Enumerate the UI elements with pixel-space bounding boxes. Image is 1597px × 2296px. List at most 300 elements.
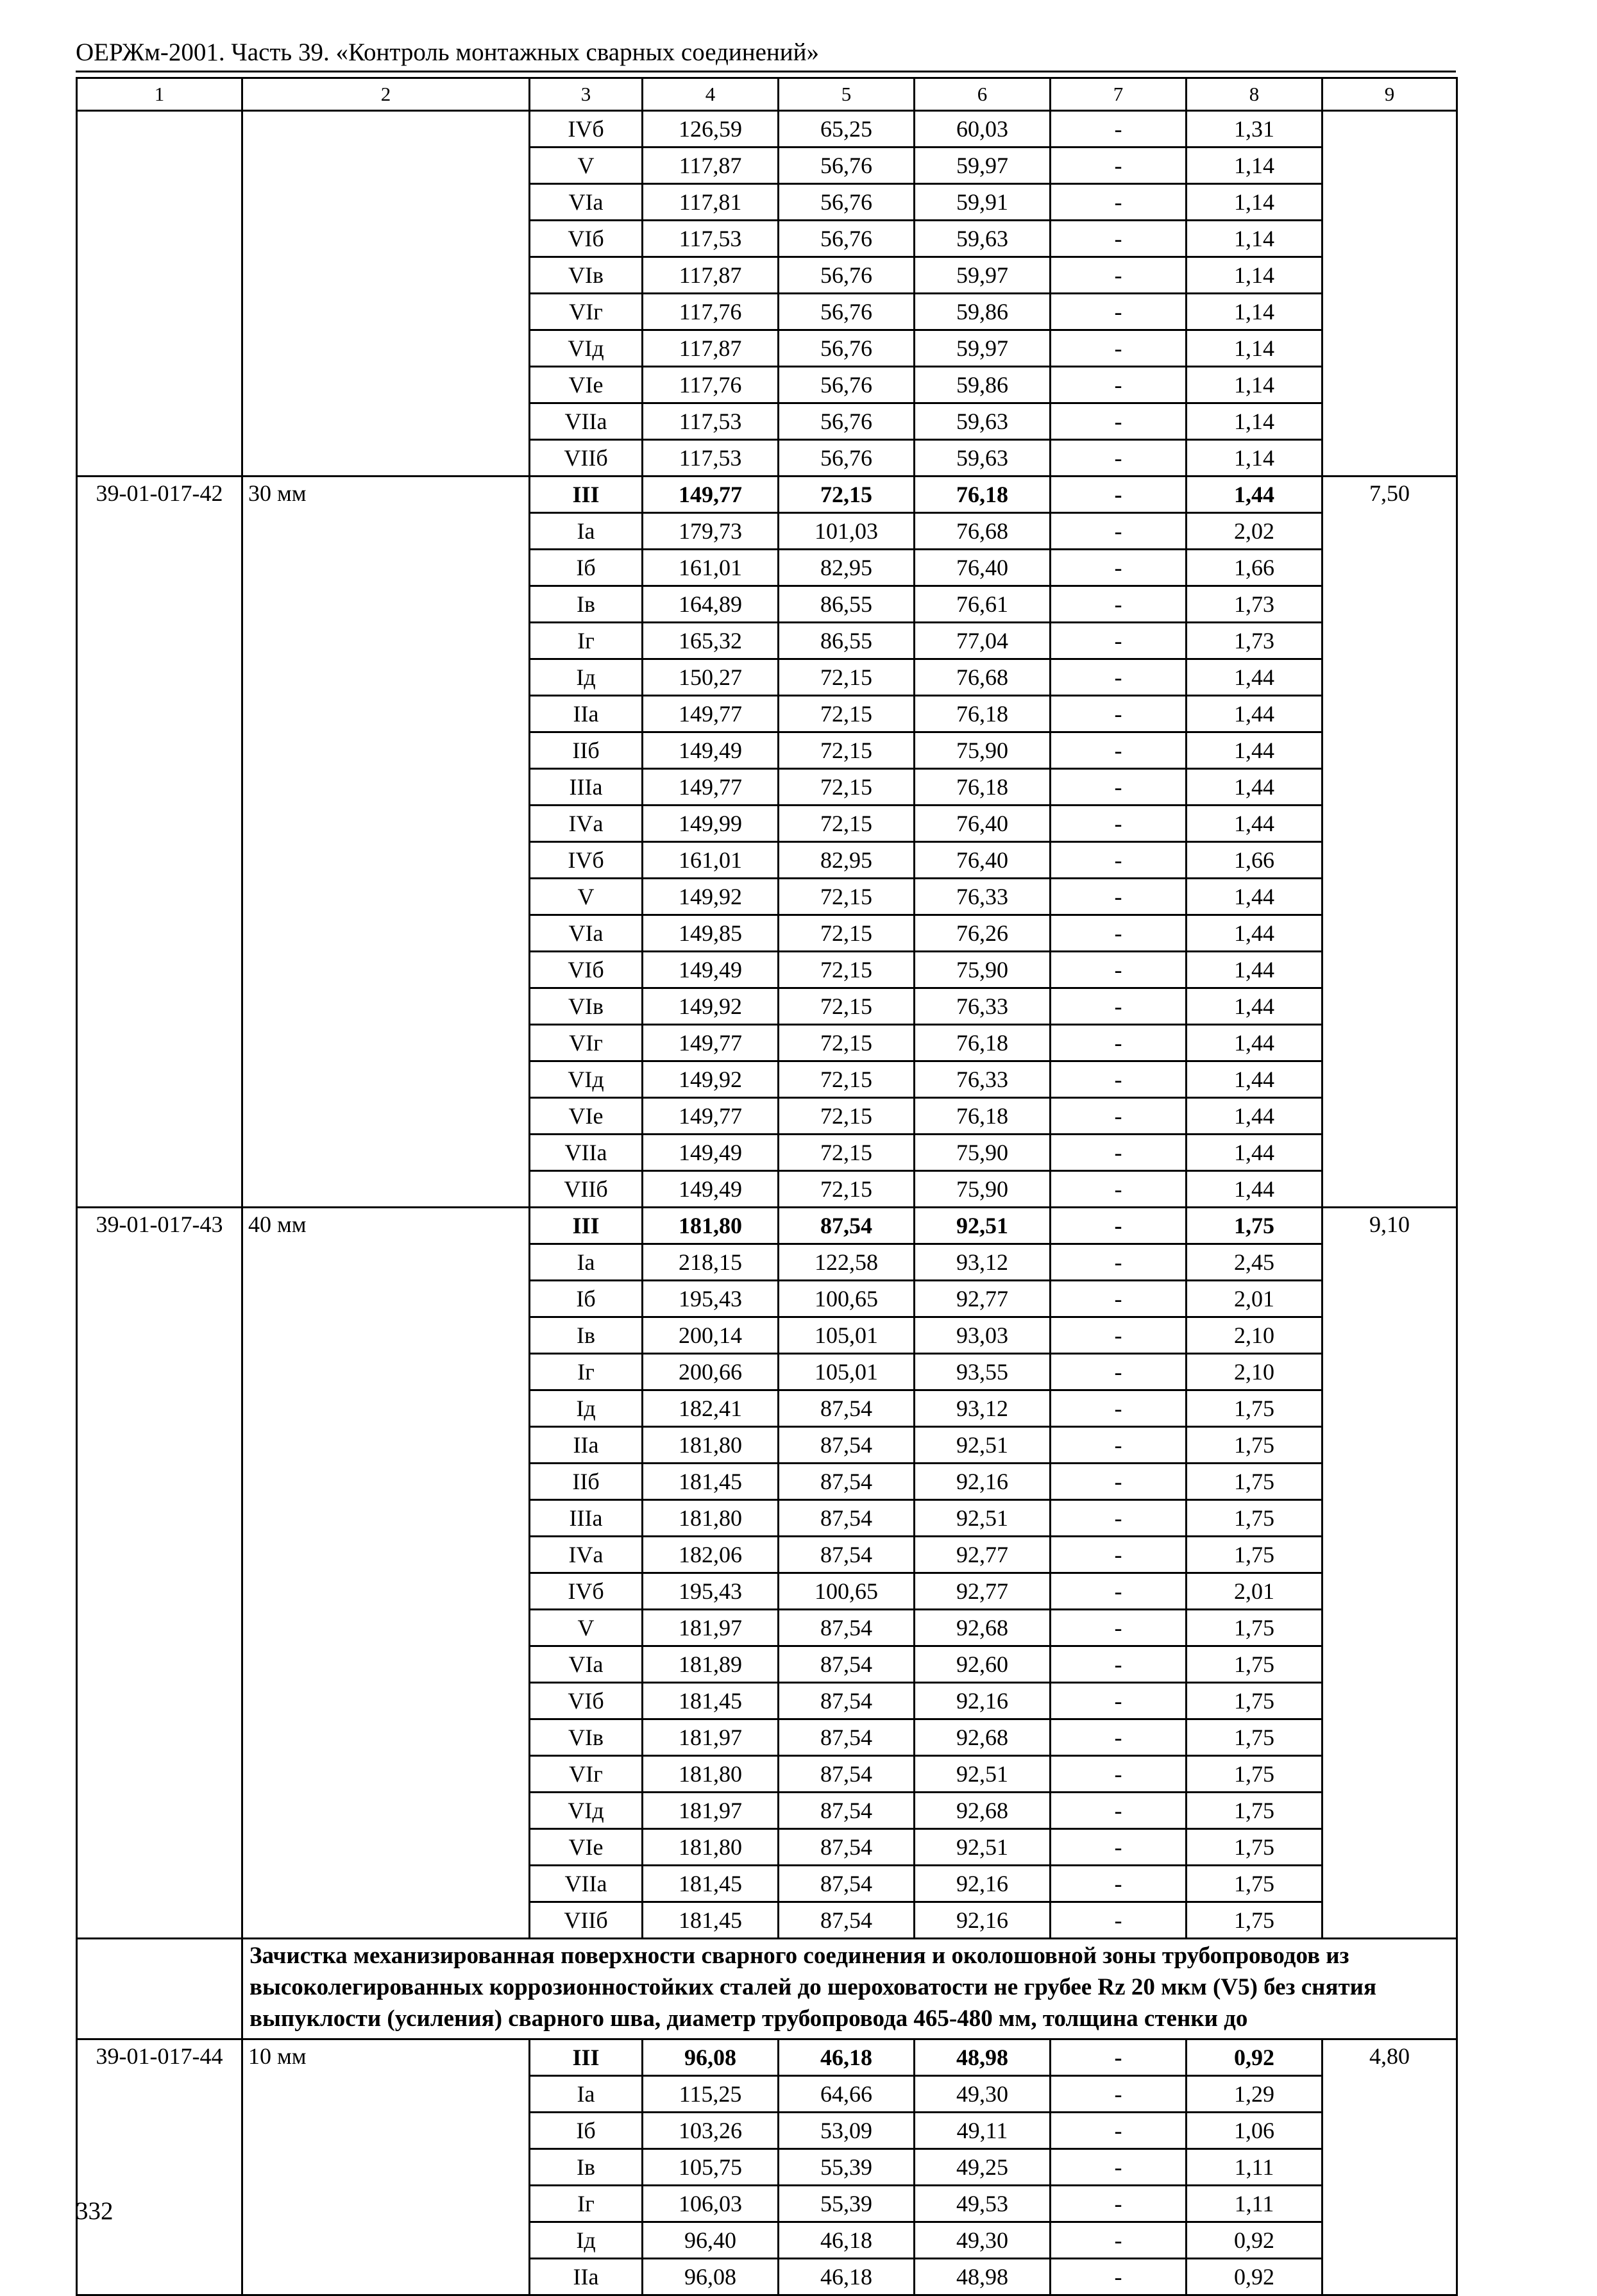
- materials-cost-cell: 1,29: [1187, 2076, 1322, 2113]
- labor-norm-cell: 4,80: [1322, 2039, 1457, 2295]
- labor-cost-cell: 105,01: [779, 1354, 915, 1390]
- labor-cost-cell: 46,18: [779, 2259, 915, 2295]
- price-zone-cell: VIб: [530, 1683, 643, 1719]
- machine-cost-cell: 92,77: [915, 1573, 1051, 1610]
- machine-cost-cell: 76,68: [915, 659, 1051, 696]
- total-cost-cell: 149,77: [643, 696, 779, 732]
- total-cost-cell: 195,43: [643, 1573, 779, 1610]
- labor-cost-cell: 72,15: [779, 952, 915, 988]
- materials-cost-cell: 1,75: [1187, 1390, 1322, 1427]
- machine-cost-cell: 92,16: [915, 1866, 1051, 1902]
- machine-cost-cell: 76,40: [915, 842, 1051, 879]
- materials-cost-cell: 1,75: [1187, 1537, 1322, 1573]
- machinist-wage-cell: -: [1051, 1317, 1187, 1354]
- total-cost-cell: 181,80: [643, 1427, 779, 1464]
- machine-cost-cell: 92,51: [915, 1756, 1051, 1793]
- total-cost-cell: 115,25: [643, 2076, 779, 2113]
- labor-cost-cell: 46,18: [779, 2222, 915, 2259]
- labor-cost-cell: 72,15: [779, 659, 915, 696]
- price-zone-cell: Iа: [530, 1244, 643, 1281]
- machine-cost-cell: 76,40: [915, 806, 1051, 842]
- price-zone-cell: IVа: [530, 806, 643, 842]
- total-cost-cell: 182,41: [643, 1390, 779, 1427]
- machine-cost-cell: 59,97: [915, 257, 1051, 294]
- price-zone-cell: V: [530, 1610, 643, 1646]
- price-zone-cell: IIа: [530, 2259, 643, 2295]
- total-cost-cell: 181,45: [643, 1683, 779, 1719]
- total-cost-cell: 181,45: [643, 1866, 779, 1902]
- total-cost-cell: 165,32: [643, 623, 779, 659]
- machine-cost-cell: 59,86: [915, 294, 1051, 330]
- labor-cost-cell: 72,15: [779, 1061, 915, 1098]
- labor-cost-cell: 105,01: [779, 1317, 915, 1354]
- total-cost-cell: 181,97: [643, 1793, 779, 1829]
- machinist-wage-cell: -: [1051, 988, 1187, 1025]
- machinist-wage-cell: -: [1051, 2259, 1187, 2295]
- price-zone-cell: Iб: [530, 1281, 643, 1317]
- machine-cost-cell: 49,53: [915, 2186, 1051, 2222]
- labor-cost-cell: 56,76: [779, 148, 915, 184]
- labor-cost-cell: 46,18: [779, 2039, 915, 2076]
- machinist-wage-cell: -: [1051, 1756, 1187, 1793]
- labor-cost-cell: 56,76: [779, 330, 915, 367]
- price-zone-cell: Iд: [530, 1390, 643, 1427]
- machinist-wage-cell: -: [1051, 1719, 1187, 1756]
- machinist-wage-cell: -: [1051, 1866, 1187, 1902]
- machine-cost-cell: 92,51: [915, 1829, 1051, 1866]
- materials-cost-cell: 1,14: [1187, 221, 1322, 257]
- column-number-row: [77, 78, 1457, 111]
- materials-cost-cell: 1,44: [1187, 1098, 1322, 1135]
- machine-cost-cell: 76,33: [915, 879, 1051, 915]
- materials-cost-cell: 2,10: [1187, 1354, 1322, 1390]
- machine-cost-cell: 59,86: [915, 367, 1051, 403]
- machinist-wage-cell: -: [1051, 440, 1187, 477]
- price-zone-cell: VIа: [530, 184, 643, 221]
- labor-cost-cell: 122,58: [779, 1244, 915, 1281]
- section-heading-spacer: [77, 1939, 242, 2039]
- price-zone-cell: V: [530, 148, 643, 184]
- machinist-wage-cell: -: [1051, 2222, 1187, 2259]
- machine-cost-cell: 92,68: [915, 1719, 1051, 1756]
- price-zone-cell: VIа: [530, 1646, 643, 1683]
- price-zone-cell: VIд: [530, 330, 643, 367]
- materials-cost-cell: 1,44: [1187, 988, 1322, 1025]
- materials-cost-cell: 1,44: [1187, 1061, 1322, 1098]
- total-cost-cell: 103,26: [643, 2113, 779, 2149]
- materials-cost-cell: 1,75: [1187, 1208, 1322, 1244]
- materials-cost-cell: 1,14: [1187, 184, 1322, 221]
- price-zone-cell: IVб: [530, 842, 643, 879]
- total-cost-cell: 200,66: [643, 1354, 779, 1390]
- price-zone-cell: Iа: [530, 513, 643, 550]
- column-number-cell: 7: [1051, 78, 1187, 111]
- price-zone-cell: Iг: [530, 1354, 643, 1390]
- labor-cost-cell: 82,95: [779, 550, 915, 586]
- total-cost-cell: 149,49: [643, 1171, 779, 1208]
- machine-cost-cell: 76,26: [915, 915, 1051, 952]
- price-zone-cell: IIIа: [530, 1500, 643, 1537]
- materials-cost-cell: 1,14: [1187, 257, 1322, 294]
- labor-cost-cell: 56,76: [779, 367, 915, 403]
- machine-cost-cell: 76,18: [915, 477, 1051, 513]
- materials-cost-cell: 1,75: [1187, 1719, 1322, 1756]
- price-zone-cell: IIб: [530, 1464, 643, 1500]
- machinist-wage-cell: -: [1051, 2039, 1187, 2076]
- machine-cost-cell: 76,18: [915, 1025, 1051, 1061]
- machine-cost-cell: 48,98: [915, 2039, 1051, 2076]
- price-zone-cell: III: [530, 2039, 643, 2076]
- labor-cost-cell: 72,15: [779, 1098, 915, 1135]
- labor-cost-cell: 87,54: [779, 1500, 915, 1537]
- materials-cost-cell: 1,11: [1187, 2149, 1322, 2186]
- price-zone-cell: VIг: [530, 1025, 643, 1061]
- column-number-cell: 4: [643, 78, 779, 111]
- labor-cost-cell: 72,15: [779, 696, 915, 732]
- price-zone-cell: IIб: [530, 732, 643, 769]
- price-zone-cell: Iг: [530, 623, 643, 659]
- total-cost-cell: 150,27: [643, 659, 779, 696]
- labor-cost-cell: 56,76: [779, 403, 915, 440]
- column-number-cell: 1: [77, 78, 242, 111]
- machine-cost-cell: 59,63: [915, 221, 1051, 257]
- machine-cost-cell: 59,91: [915, 184, 1051, 221]
- total-cost-cell: 149,77: [643, 1025, 779, 1061]
- machine-cost-cell: 75,90: [915, 732, 1051, 769]
- table-row: [77, 2039, 1457, 2076]
- total-cost-cell: 96,08: [643, 2259, 779, 2295]
- materials-cost-cell: 1,44: [1187, 952, 1322, 988]
- materials-cost-cell: 1,14: [1187, 294, 1322, 330]
- machinist-wage-cell: -: [1051, 769, 1187, 806]
- labor-cost-cell: 87,54: [779, 1464, 915, 1500]
- materials-cost-cell: 1,44: [1187, 1171, 1322, 1208]
- total-cost-cell: 149,49: [643, 1135, 779, 1171]
- materials-cost-cell: 1,75: [1187, 1829, 1322, 1866]
- materials-cost-cell: 1,11: [1187, 2186, 1322, 2222]
- labor-cost-cell: 86,55: [779, 586, 915, 623]
- labor-cost-cell: 87,54: [779, 1683, 915, 1719]
- materials-cost-cell: 1,75: [1187, 1902, 1322, 1939]
- materials-cost-cell: 1,75: [1187, 1793, 1322, 1829]
- price-zone-cell: Iб: [530, 550, 643, 586]
- labor-cost-cell: 56,76: [779, 221, 915, 257]
- price-zone-cell: IIа: [530, 1427, 643, 1464]
- machine-cost-cell: 76,18: [915, 1098, 1051, 1135]
- total-cost-cell: 96,40: [643, 2222, 779, 2259]
- total-cost-cell: 117,81: [643, 184, 779, 221]
- materials-cost-cell: 2,45: [1187, 1244, 1322, 1281]
- total-cost-cell: 181,45: [643, 1464, 779, 1500]
- materials-cost-cell: 1,66: [1187, 550, 1322, 586]
- price-zone-cell: VIд: [530, 1793, 643, 1829]
- machinist-wage-cell: -: [1051, 2149, 1187, 2186]
- price-zone-cell: VIе: [530, 1098, 643, 1135]
- machinist-wage-cell: -: [1051, 367, 1187, 403]
- total-cost-cell: 117,53: [643, 403, 779, 440]
- materials-cost-cell: 1,44: [1187, 659, 1322, 696]
- rates-table: [76, 77, 1458, 2296]
- machine-cost-cell: 92,77: [915, 1281, 1051, 1317]
- machinist-wage-cell: -: [1051, 1208, 1187, 1244]
- price-zone-cell: VIIа: [530, 403, 643, 440]
- total-cost-cell: 218,15: [643, 1244, 779, 1281]
- machinist-wage-cell: -: [1051, 1683, 1187, 1719]
- labor-cost-cell: 72,15: [779, 1025, 915, 1061]
- materials-cost-cell: 1,14: [1187, 403, 1322, 440]
- column-number-cell: 9: [1322, 78, 1457, 111]
- total-cost-cell: 181,45: [643, 1902, 779, 1939]
- labor-cost-cell: 56,76: [779, 440, 915, 477]
- machinist-wage-cell: -: [1051, 952, 1187, 988]
- price-zone-cell: IIIа: [530, 769, 643, 806]
- machinist-wage-cell: -: [1051, 586, 1187, 623]
- total-cost-cell: 149,77: [643, 769, 779, 806]
- machinist-wage-cell: -: [1051, 1171, 1187, 1208]
- total-cost-cell: 149,49: [643, 732, 779, 769]
- labor-cost-cell: 87,54: [779, 1646, 915, 1683]
- materials-cost-cell: 1,44: [1187, 879, 1322, 915]
- total-cost-cell: 117,87: [643, 257, 779, 294]
- column-number-cell: 8: [1187, 78, 1322, 111]
- machine-cost-cell: 59,97: [915, 330, 1051, 367]
- total-cost-cell: 181,80: [643, 1829, 779, 1866]
- machine-cost-cell: 49,30: [915, 2076, 1051, 2113]
- materials-cost-cell: 1,14: [1187, 330, 1322, 367]
- machinist-wage-cell: -: [1051, 1646, 1187, 1683]
- materials-cost-cell: 1,14: [1187, 440, 1322, 477]
- total-cost-cell: 181,80: [643, 1208, 779, 1244]
- machinist-wage-cell: -: [1051, 111, 1187, 148]
- machinist-wage-cell: -: [1051, 1902, 1187, 1939]
- total-cost-cell: 164,89: [643, 586, 779, 623]
- labor-cost-cell: 72,15: [779, 1171, 915, 1208]
- total-cost-cell: 117,76: [643, 294, 779, 330]
- machine-cost-cell: 93,03: [915, 1317, 1051, 1354]
- price-zone-cell: Iа: [530, 2076, 643, 2113]
- labor-norm-cell: 9,10: [1322, 1208, 1457, 1939]
- machinist-wage-cell: -: [1051, 1135, 1187, 1171]
- labor-cost-cell: 72,15: [779, 1135, 915, 1171]
- price-zone-cell: IIа: [530, 696, 643, 732]
- price-zone-cell: III: [530, 1208, 643, 1244]
- machine-cost-cell: 92,77: [915, 1537, 1051, 1573]
- labor-cost-cell: 53,09: [779, 2113, 915, 2149]
- machinist-wage-cell: -: [1051, 403, 1187, 440]
- machine-cost-cell: 92,51: [915, 1208, 1051, 1244]
- machinist-wage-cell: -: [1051, 330, 1187, 367]
- price-zone-cell: IVб: [530, 1573, 643, 1610]
- machinist-wage-cell: -: [1051, 696, 1187, 732]
- empty-code-cell: [77, 111, 242, 477]
- total-cost-cell: 105,75: [643, 2149, 779, 2186]
- rate-desc-cell: 10 мм: [242, 2039, 530, 2295]
- materials-cost-cell: 1,75: [1187, 1500, 1322, 1537]
- machinist-wage-cell: -: [1051, 1354, 1187, 1390]
- price-zone-cell: Iг: [530, 2186, 643, 2222]
- total-cost-cell: 96,08: [643, 2039, 779, 2076]
- total-cost-cell: 181,97: [643, 1610, 779, 1646]
- machine-cost-cell: 92,60: [915, 1646, 1051, 1683]
- machinist-wage-cell: -: [1051, 806, 1187, 842]
- price-zone-cell: V: [530, 879, 643, 915]
- total-cost-cell: 149,92: [643, 1061, 779, 1098]
- machine-cost-cell: 93,12: [915, 1390, 1051, 1427]
- price-zone-cell: Iд: [530, 659, 643, 696]
- machine-cost-cell: 76,40: [915, 550, 1051, 586]
- price-zone-cell: Iв: [530, 2149, 643, 2186]
- materials-cost-cell: 2,02: [1187, 513, 1322, 550]
- header-rule: [76, 71, 1456, 72]
- table-row: [77, 1208, 1457, 1244]
- machinist-wage-cell: -: [1051, 623, 1187, 659]
- price-zone-cell: VIа: [530, 915, 643, 952]
- total-cost-cell: 117,87: [643, 148, 779, 184]
- machinist-wage-cell: -: [1051, 879, 1187, 915]
- price-zone-cell: VIв: [530, 257, 643, 294]
- machine-cost-cell: 75,90: [915, 952, 1051, 988]
- labor-cost-cell: 87,54: [779, 1902, 915, 1939]
- machine-cost-cell: 93,55: [915, 1354, 1051, 1390]
- labor-cost-cell: 72,15: [779, 915, 915, 952]
- total-cost-cell: 182,06: [643, 1537, 779, 1573]
- price-zone-cell: Iб: [530, 2113, 643, 2149]
- labor-cost-cell: 87,54: [779, 1427, 915, 1464]
- price-zone-cell: VIг: [530, 1756, 643, 1793]
- table-row: [77, 111, 1457, 148]
- total-cost-cell: 106,03: [643, 2186, 779, 2222]
- total-cost-cell: 181,80: [643, 1756, 779, 1793]
- column-number-cell: 3: [530, 78, 643, 111]
- labor-cost-cell: 101,03: [779, 513, 915, 550]
- labor-cost-cell: 87,54: [779, 1793, 915, 1829]
- materials-cost-cell: 1,44: [1187, 696, 1322, 732]
- labor-cost-cell: 100,65: [779, 1573, 915, 1610]
- section-heading-row: [77, 1939, 1457, 2039]
- total-cost-cell: 161,01: [643, 842, 779, 879]
- price-zone-cell: VIв: [530, 988, 643, 1025]
- materials-cost-cell: 1,66: [1187, 842, 1322, 879]
- materials-cost-cell: 1,14: [1187, 367, 1322, 403]
- page-number: 332: [76, 2197, 114, 2225]
- machinist-wage-cell: -: [1051, 1464, 1187, 1500]
- materials-cost-cell: 1,44: [1187, 769, 1322, 806]
- machine-cost-cell: 76,18: [915, 696, 1051, 732]
- materials-cost-cell: 1,44: [1187, 806, 1322, 842]
- price-zone-cell: VIIб: [530, 1902, 643, 1939]
- empty-desc-cell: [242, 111, 530, 477]
- table-row: [77, 477, 1457, 513]
- materials-cost-cell: 1,31: [1187, 111, 1322, 148]
- machinist-wage-cell: -: [1051, 513, 1187, 550]
- price-zone-cell: VIIа: [530, 1135, 643, 1171]
- price-zone-cell: III: [530, 477, 643, 513]
- machinist-wage-cell: -: [1051, 148, 1187, 184]
- rate-code-cell: 39-01-017-43: [77, 1208, 242, 1939]
- price-zone-cell: VIг: [530, 294, 643, 330]
- total-cost-cell: 149,49: [643, 952, 779, 988]
- total-cost-cell: 161,01: [643, 550, 779, 586]
- machine-cost-cell: 59,97: [915, 148, 1051, 184]
- total-cost-cell: 149,85: [643, 915, 779, 952]
- materials-cost-cell: 0,92: [1187, 2222, 1322, 2259]
- machinist-wage-cell: -: [1051, 842, 1187, 879]
- machine-cost-cell: 75,90: [915, 1171, 1051, 1208]
- materials-cost-cell: 2,01: [1187, 1281, 1322, 1317]
- price-zone-cell: VIIб: [530, 1171, 643, 1208]
- machinist-wage-cell: -: [1051, 257, 1187, 294]
- total-cost-cell: 179,73: [643, 513, 779, 550]
- total-cost-cell: 181,80: [643, 1500, 779, 1537]
- machine-cost-cell: 92,68: [915, 1793, 1051, 1829]
- machinist-wage-cell: -: [1051, 1610, 1187, 1646]
- machine-cost-cell: 76,68: [915, 513, 1051, 550]
- rates-table-body: [77, 78, 1457, 2295]
- materials-cost-cell: 1,73: [1187, 623, 1322, 659]
- materials-cost-cell: 0,92: [1187, 2039, 1322, 2076]
- price-zone-cell: VIе: [530, 367, 643, 403]
- machine-cost-cell: 49,25: [915, 2149, 1051, 2186]
- machinist-wage-cell: -: [1051, 1390, 1187, 1427]
- page-header-title: ОЕРЖм-2001. Часть 39. «Контроль монтажных сварных соединений»: [76, 38, 819, 66]
- machinist-wage-cell: -: [1051, 550, 1187, 586]
- materials-cost-cell: 1,14: [1187, 148, 1322, 184]
- price-zone-cell: Iд: [530, 2222, 643, 2259]
- materials-cost-cell: 1,75: [1187, 1427, 1322, 1464]
- materials-cost-cell: 2,10: [1187, 1317, 1322, 1354]
- column-number-cell: 2: [242, 78, 530, 111]
- machine-cost-cell: 59,63: [915, 403, 1051, 440]
- total-cost-cell: 200,14: [643, 1317, 779, 1354]
- machine-cost-cell: 76,33: [915, 1061, 1051, 1098]
- materials-cost-cell: 1,75: [1187, 1866, 1322, 1902]
- labor-cost-cell: 65,25: [779, 111, 915, 148]
- machinist-wage-cell: -: [1051, 1427, 1187, 1464]
- labor-cost-cell: 87,54: [779, 1719, 915, 1756]
- materials-cost-cell: 1,73: [1187, 586, 1322, 623]
- materials-cost-cell: 2,01: [1187, 1573, 1322, 1610]
- machine-cost-cell: 92,16: [915, 1683, 1051, 1719]
- materials-cost-cell: 1,75: [1187, 1464, 1322, 1500]
- column-number-cell: 5: [779, 78, 915, 111]
- materials-cost-cell: 0,92: [1187, 2259, 1322, 2295]
- price-zone-cell: IVб: [530, 111, 643, 148]
- labor-cost-cell: 55,39: [779, 2149, 915, 2186]
- machinist-wage-cell: -: [1051, 1829, 1187, 1866]
- total-cost-cell: 117,87: [643, 330, 779, 367]
- price-zone-cell: VIе: [530, 1829, 643, 1866]
- machine-cost-cell: 48,98: [915, 2259, 1051, 2295]
- machine-cost-cell: 92,51: [915, 1500, 1051, 1537]
- price-zone-cell: Iв: [530, 1317, 643, 1354]
- section-heading: Зачистка механизированная поверхности сварного соединения и околошовной зоны трубопроводов из высоколегированных коррозионностойких сталей до шероховатости не грубее Rz 20 мкм (V5) без снятия выпуклости (усиления) сварного шва, диаметр трубопровода 465-480 мм, толщина стенки до: [242, 1939, 1457, 2039]
- rate-desc-cell: 40 мм: [242, 1208, 530, 1939]
- machinist-wage-cell: -: [1051, 184, 1187, 221]
- machinist-wage-cell: -: [1051, 1500, 1187, 1537]
- price-zone-cell: VIIб: [530, 440, 643, 477]
- labor-cost-cell: 87,54: [779, 1610, 915, 1646]
- total-cost-cell: 126,59: [643, 111, 779, 148]
- machinist-wage-cell: -: [1051, 2076, 1187, 2113]
- total-cost-cell: 117,76: [643, 367, 779, 403]
- machinist-wage-cell: -: [1051, 2113, 1187, 2149]
- labor-cost-cell: 55,39: [779, 2186, 915, 2222]
- machinist-wage-cell: -: [1051, 1025, 1187, 1061]
- total-cost-cell: 149,99: [643, 806, 779, 842]
- machine-cost-cell: 49,11: [915, 2113, 1051, 2149]
- machinist-wage-cell: -: [1051, 1244, 1187, 1281]
- machine-cost-cell: 77,04: [915, 623, 1051, 659]
